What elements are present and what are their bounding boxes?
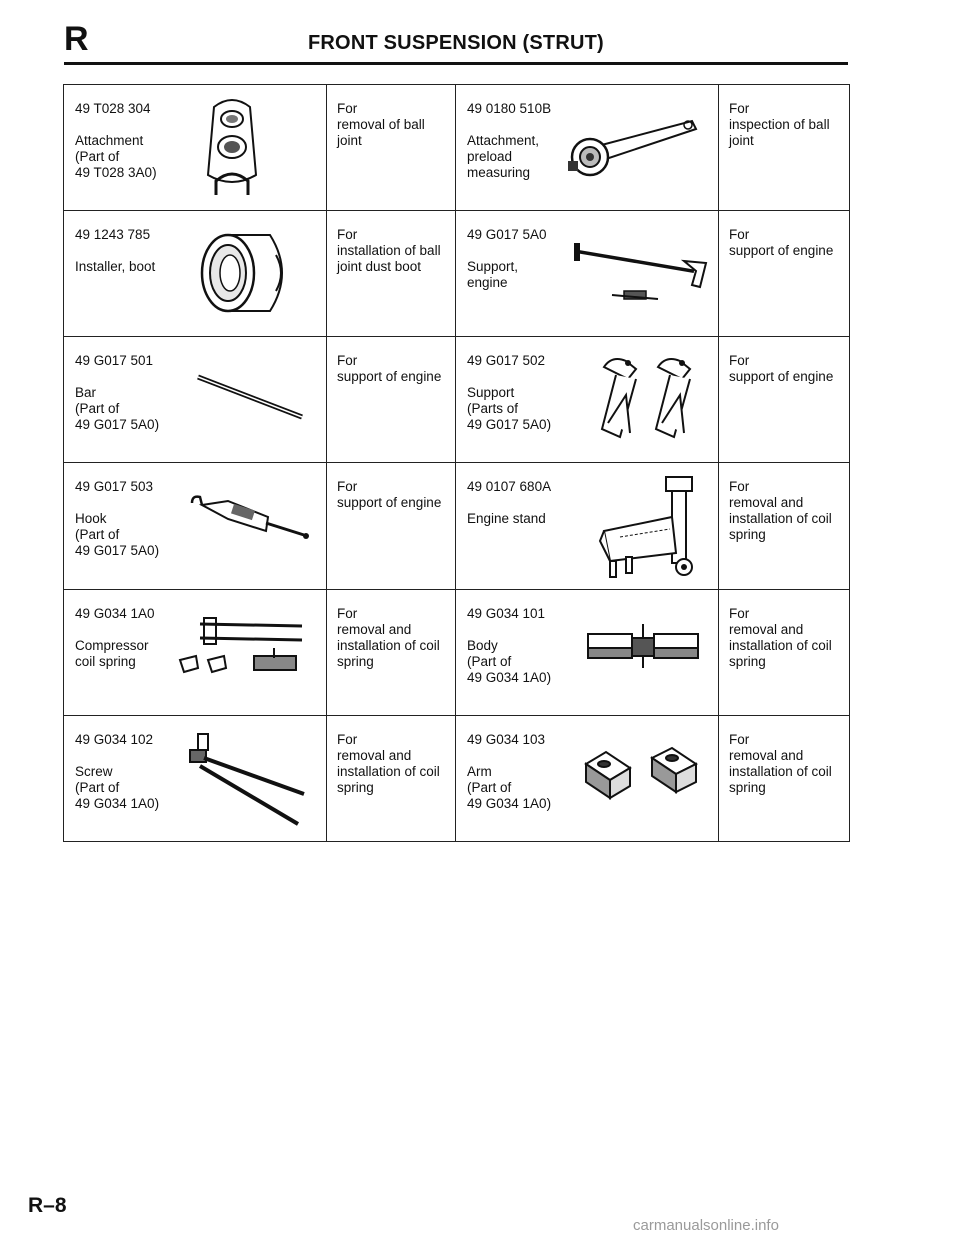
use-cell bbox=[719, 463, 850, 589]
tool-cell bbox=[456, 337, 719, 463]
tool-part-number: 49 G017 501 bbox=[75, 353, 154, 369]
tool-name: Arm (Part of 49 G034 1A0) bbox=[467, 763, 552, 811]
boot-installer-icon bbox=[198, 225, 298, 321]
use-cell bbox=[719, 589, 850, 715]
tool-part-number: 49 T028 304 bbox=[75, 101, 151, 116]
tool-use: For support of engine bbox=[337, 353, 442, 385]
header-rule bbox=[64, 62, 848, 65]
tool-name: Attachment (Part of 49 T028 3A0) bbox=[75, 133, 157, 180]
use-cell bbox=[327, 589, 456, 715]
bar-icon bbox=[194, 373, 310, 423]
tool-part-number: 49 1243 785 bbox=[75, 227, 151, 243]
engine-stand-icon bbox=[590, 471, 708, 583]
tool-use: For removal of ball joint bbox=[337, 101, 425, 148]
tool-cell bbox=[456, 85, 719, 211]
tool-part-number: 49 G017 5A0 bbox=[467, 227, 547, 243]
tool-name: Installer, boot bbox=[75, 259, 156, 275]
page-number: R–8 bbox=[28, 1194, 67, 1217]
tool-description bbox=[467, 101, 551, 181]
screw-icon bbox=[180, 730, 314, 830]
tool-use: For inspection of ball joint bbox=[729, 101, 830, 148]
tool-description bbox=[467, 732, 551, 812]
tool-description bbox=[75, 606, 155, 670]
tool-cell bbox=[64, 85, 327, 211]
preload-attachment-icon bbox=[564, 113, 704, 179]
tool-use: For removal and installation of coil spring bbox=[337, 731, 440, 795]
special-tools-table bbox=[63, 84, 850, 842]
tool-part-number: 49 G017 503 bbox=[75, 479, 154, 495]
tool-name: Support (Parts of 49 G017 5A0) bbox=[467, 385, 552, 433]
arm-icon bbox=[580, 746, 706, 802]
tool-part-number: 49 G034 101 bbox=[467, 605, 546, 621]
tool-description bbox=[467, 606, 551, 686]
tool-name: Support, engine bbox=[467, 259, 519, 291]
tool-use: For removal and installation of coil spring bbox=[729, 479, 832, 543]
tool-description bbox=[467, 353, 551, 433]
tool-name: Screw (Part of 49 G034 1A0) bbox=[75, 763, 160, 811]
tool-part-number: 49 G034 103 bbox=[467, 731, 546, 747]
tool-cell bbox=[456, 589, 719, 715]
use-cell bbox=[719, 211, 850, 337]
table-row bbox=[64, 463, 850, 589]
use-cell bbox=[719, 715, 850, 841]
use-cell bbox=[327, 337, 456, 463]
tool-description bbox=[75, 732, 159, 812]
tool-part-number: 49 0107 680A bbox=[467, 479, 552, 495]
use-cell bbox=[719, 337, 850, 463]
tool-description bbox=[75, 479, 159, 559]
use-cell bbox=[327, 715, 456, 841]
tool-name: Engine stand bbox=[467, 511, 546, 527]
hook-icon bbox=[188, 491, 314, 547]
support-legs-icon bbox=[592, 349, 716, 449]
tool-description bbox=[75, 353, 159, 433]
tool-use: For support of engine bbox=[729, 353, 834, 385]
tool-use: For removal and installation of coil spring bbox=[729, 731, 832, 795]
tool-cell bbox=[456, 463, 719, 589]
tool-use: For removal and installation of coil spring bbox=[337, 605, 440, 669]
tool-use: For installation of ball joint dust boot bbox=[337, 227, 441, 275]
tool-name: Compressor coil spring bbox=[75, 637, 149, 669]
use-cell bbox=[327, 463, 456, 589]
tool-cell bbox=[456, 211, 719, 337]
tool-cell bbox=[64, 337, 327, 463]
tool-part-number: 49 0180 510B bbox=[467, 101, 552, 116]
tool-name: Hook (Part of 49 G017 5A0) bbox=[75, 511, 160, 559]
tool-cell bbox=[456, 715, 719, 841]
tool-cell bbox=[64, 463, 327, 589]
tool-name: Body (Part of 49 G034 1A0) bbox=[467, 637, 552, 685]
tool-description bbox=[467, 479, 551, 527]
tool-name: Attachment, preload measuring bbox=[467, 133, 540, 180]
compressor-body-icon bbox=[582, 620, 704, 674]
tool-cell bbox=[64, 589, 327, 715]
spring-compressor-icon bbox=[174, 612, 316, 682]
table-row bbox=[64, 85, 850, 211]
table-row bbox=[64, 715, 850, 841]
tool-description bbox=[75, 101, 157, 181]
tool-use: For support of engine bbox=[337, 479, 442, 511]
tool-description bbox=[75, 227, 155, 275]
table-row bbox=[64, 589, 850, 715]
watermark: carmanualsonline.info bbox=[633, 1217, 779, 1234]
tool-cell bbox=[64, 211, 327, 337]
tool-part-number: 49 G034 102 bbox=[75, 731, 154, 747]
table-row bbox=[64, 211, 850, 337]
tool-description bbox=[467, 227, 547, 291]
use-cell bbox=[327, 85, 456, 211]
page-title: FRONT SUSPENSION (STRUT) bbox=[308, 32, 604, 54]
tool-part-number: 49 G034 1A0 bbox=[75, 605, 155, 621]
use-cell bbox=[327, 211, 456, 337]
tool-name: Bar (Part of 49 G017 5A0) bbox=[75, 385, 160, 433]
tool-use: For support of engine bbox=[729, 227, 834, 259]
engine-support-icon bbox=[566, 237, 712, 307]
tool-cell bbox=[64, 715, 327, 841]
section-letter: R bbox=[64, 20, 89, 58]
tool-part-number: 49 G017 502 bbox=[467, 353, 546, 369]
table-row bbox=[64, 337, 850, 463]
use-cell bbox=[719, 85, 850, 211]
attachment-icon bbox=[202, 97, 262, 197]
tool-use: For removal and installation of coil spring bbox=[729, 605, 832, 669]
